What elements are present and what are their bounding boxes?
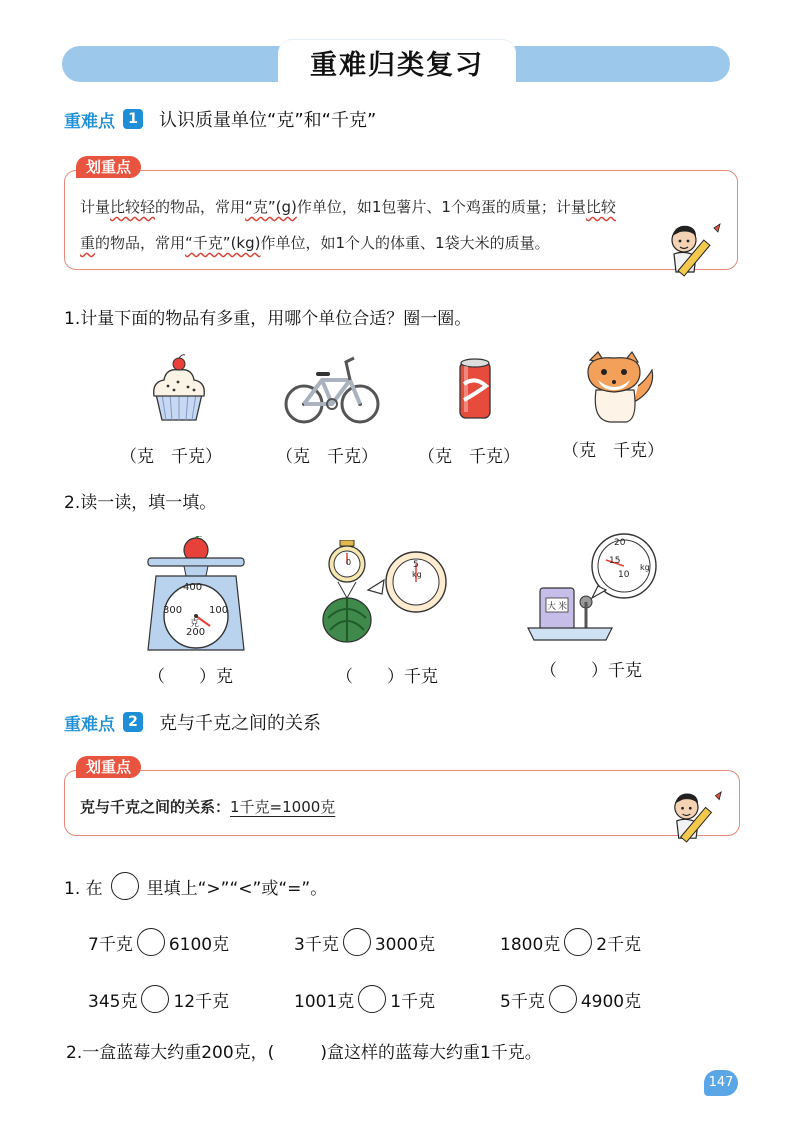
q1-prefix: 1. 在 [64,878,103,899]
scale2-small-tick-0: 0 [346,558,352,567]
scale1-answer-blank[interactable]: （ ）克 [148,667,233,687]
rice-bag-label: 大米 [547,602,570,612]
compare-circle[interactable] [549,985,577,1013]
compare-left: 3千克 [294,934,339,955]
compare-circle[interactable] [358,985,386,1013]
compare-item [294,928,435,956]
note-text: 的物品，常用 [95,234,186,252]
section1-note-box [64,170,738,270]
compare-right: 1千克 [390,991,436,1012]
hanging-scale-icon [316,540,456,652]
scale3-unit: kg [640,563,650,572]
section1-q1-text: 1.计量下面的物品有多重，用哪个单位合适？圈一圈。 [64,309,472,329]
boy-with-pencil-icon [664,220,728,278]
compare-circle[interactable] [137,928,165,956]
q2-part-b: )盒这样的蓝莓大约重1千克。 [320,1043,542,1063]
compare-right: 4900克 [580,991,642,1012]
section2-heading [64,709,321,735]
section2-note-tag: 划重点 [76,756,141,778]
note-prefix: 克与千克之间的关系： [80,798,231,816]
section1-note-line1 [80,196,616,217]
compare-circle[interactable] [564,928,592,956]
compare-circle[interactable] [343,928,371,956]
scale3-tick-10: 10 [618,570,630,580]
section2-number: 2 [123,712,143,732]
note-text: 计量 [80,198,111,216]
section2-label: 重难点 [64,714,115,735]
scale2-tick-5: 5 [413,560,419,570]
section2-q2-text [66,1038,542,1063]
unit-option-4[interactable]: （克 千克） [562,441,664,461]
compare-left: 5千克 [500,991,545,1012]
scale3-answer-blank[interactable]: （ ）千克 [540,661,642,681]
bicycle-icon [282,352,382,426]
note-emphasis: 重 [80,234,96,252]
note-emphasis: “千克”(kg) [185,234,261,252]
fox-icon [582,350,662,426]
section1-heading [64,106,376,132]
section2-q1-text [64,872,327,900]
scale3-tick-20: 20 [614,538,626,548]
compare-item [500,928,641,956]
compare-circle[interactable] [141,985,169,1013]
section1-label: 重难点 [64,111,115,132]
compare-left: 1001克 [294,991,355,1012]
section1-note-line2 [80,232,550,253]
compare-right: 6100克 [168,934,230,955]
note-emphasis: “克”(g) [245,198,297,216]
section1-title: 认识质量单位“克”和“千克” [159,110,377,131]
note-text: 作单位，如1包薯片、1个鸡蛋的质量；计量 [296,198,586,216]
compare-left: 345克 [88,991,138,1012]
section1-note-tag: 划重点 [76,156,141,178]
section1-number: 1 [123,109,143,129]
sample-circle-icon [111,872,139,900]
section2-note-line [80,796,335,817]
note-text: 的物品，常用 [155,198,246,216]
compare-item [88,928,229,956]
section1-q2-text: 2.读一读，填一填。 [64,493,217,513]
unit-option-2[interactable]: （克 千克） [276,447,378,467]
page-title: 重难归类复习 [310,50,484,81]
section2-title: 克与千克之间的关系 [159,713,321,734]
platform-scale-icon [526,528,666,644]
compare-item [500,985,641,1013]
q2-part-a: 2.一盒蓝莓大约重200克，( [66,1043,275,1063]
scale2-unit: kg [412,570,422,579]
note-emphasis: 比较 [585,198,616,216]
scale1-tick-200: 200 [186,627,206,638]
q1-suffix: 里填上“>”“<”或“=”。 [146,878,328,899]
unit-option-1[interactable]: （克 千克） [120,447,222,467]
scale1-tick-400: 400 [183,582,203,593]
scale2-answer-blank[interactable]: （ ）千克 [336,667,438,687]
cupcake-icon [148,354,210,424]
page-number-badge: 147 [704,1070,738,1096]
compare-right: 12千克 [173,991,230,1012]
scale1-unit: 克 [190,619,200,629]
scale3-tick-15: 15 [609,556,621,566]
compare-left: 7千克 [88,934,133,955]
soda-can-icon [456,356,494,422]
kitchen-scale-icon [144,536,248,656]
unit-option-3[interactable]: （克 千克） [418,447,520,467]
boy-with-pencil-icon [666,788,730,844]
compare-left: 1800克 [500,934,561,955]
note-text: 作单位，如1个人的体重、1袋大米的质量。 [260,234,550,252]
compare-right: 3000克 [374,934,436,955]
compare-item [88,985,229,1013]
scale1-tick-100: 100 [209,605,229,616]
note-emphasis: 比较轻 [110,198,156,216]
compare-item [294,985,435,1013]
note-formula: 1千克=1000克 [230,798,336,816]
compare-right: 2千克 [596,934,642,955]
scale1-tick-300: 300 [163,605,183,616]
